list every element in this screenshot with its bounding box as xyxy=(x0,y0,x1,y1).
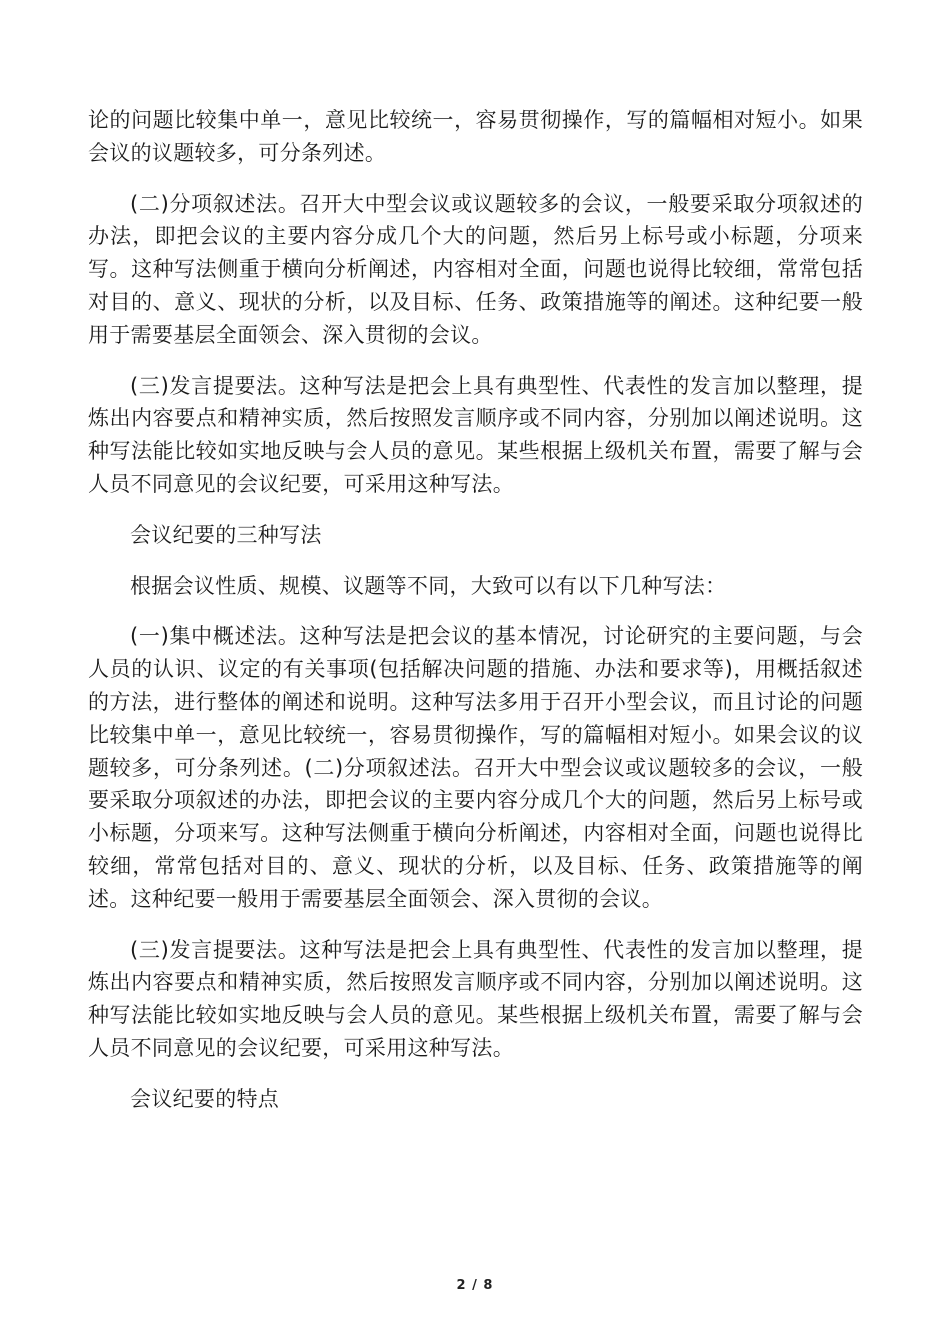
section-heading-three-methods: 会议纪要的三种写法 xyxy=(130,522,322,547)
section-heading-features: 会议纪要的特点 xyxy=(130,1086,280,1111)
paragraph-item-2: (二)分项叙述法。召开大中型会议或议题较多的会议，一般要采取分项叙述的办法，即把会议的主要内容分成几个大的问题，然后另上标号或小标题，分项来写。这种写法侧重于横向分析阐述，内容相对全面，问题也说得比较细，常常包括对目的、意义、现状的分析，以及目标、任务、政策措施等的阐述。这种纪要一般用于需要基层全面领会、深入贯彻的会议。 xyxy=(88,191,863,347)
paragraph-intro: 根据会议性质、规模、议题等不同，大致可以有以下几种写法： xyxy=(130,573,727,598)
document-body xyxy=(88,104,863,1134)
page-number: 2 / 8 xyxy=(456,1278,494,1293)
paragraph-item-3: (三)发言提要法。这种写法是把会上具有典型性、代表性的发言加以整理，提炼出内容要点和精神实质，然后按照发言顺序或不同内容，分别加以阐述说明。这种写法能比较如实地反映与会人员的意见。某些根据上级机关布置，需要了解与会人员不同意见的会议纪要，可采用这种写法。 xyxy=(88,373,863,496)
paragraph-item-3-repeat: (三)发言提要法。这种写法是把会上具有典型性、代表性的发言加以整理，提炼出内容要点和精神实质，然后按照发言顺序或不同内容，分别加以阐述说明。这种写法能比较如实地反映与会人员的意见。某些根据上级机关布置，需要了解与会人员不同意见的会议纪要，可采用这种写法。 xyxy=(88,937,863,1060)
paragraph-continued: 论的问题比较集中单一，意见比较统一，容易贯彻操作，写的篇幅相对短小。如果会议的议题较多，可分条列述。 xyxy=(88,108,863,165)
paragraph-item-1-and-2: (一)集中概述法。这种写法是把会议的基本情况，讨论研究的主要问题，与会人员的认识、议定的有关事项(包括解决问题的措施、办法和要求等)，用概括叙述的方法，进行整体的阐述和说明。这种写法多用于召开小型会议，而且讨论的问题比较集中单一，意见比较统一，容易贯彻操作，写的篇幅相对短小。如果会议的议题较多，可分条列述。(二)分项叙述法。召开大中型会议或议题较多的会议，一般要采取分项叙述的办法，即把会议的主要内容分成几个大的问题，然后另上标号或小标题，分项来写。这种写法侧重于横向分析阐述，内容相对全面，问题也说得比较细，常常包括对目的、意义、现状的分析，以及目标、任务、政策措施等的阐述。这种纪要一般用于需要基层全面领会、深入贯彻的会议。 xyxy=(88,624,863,911)
